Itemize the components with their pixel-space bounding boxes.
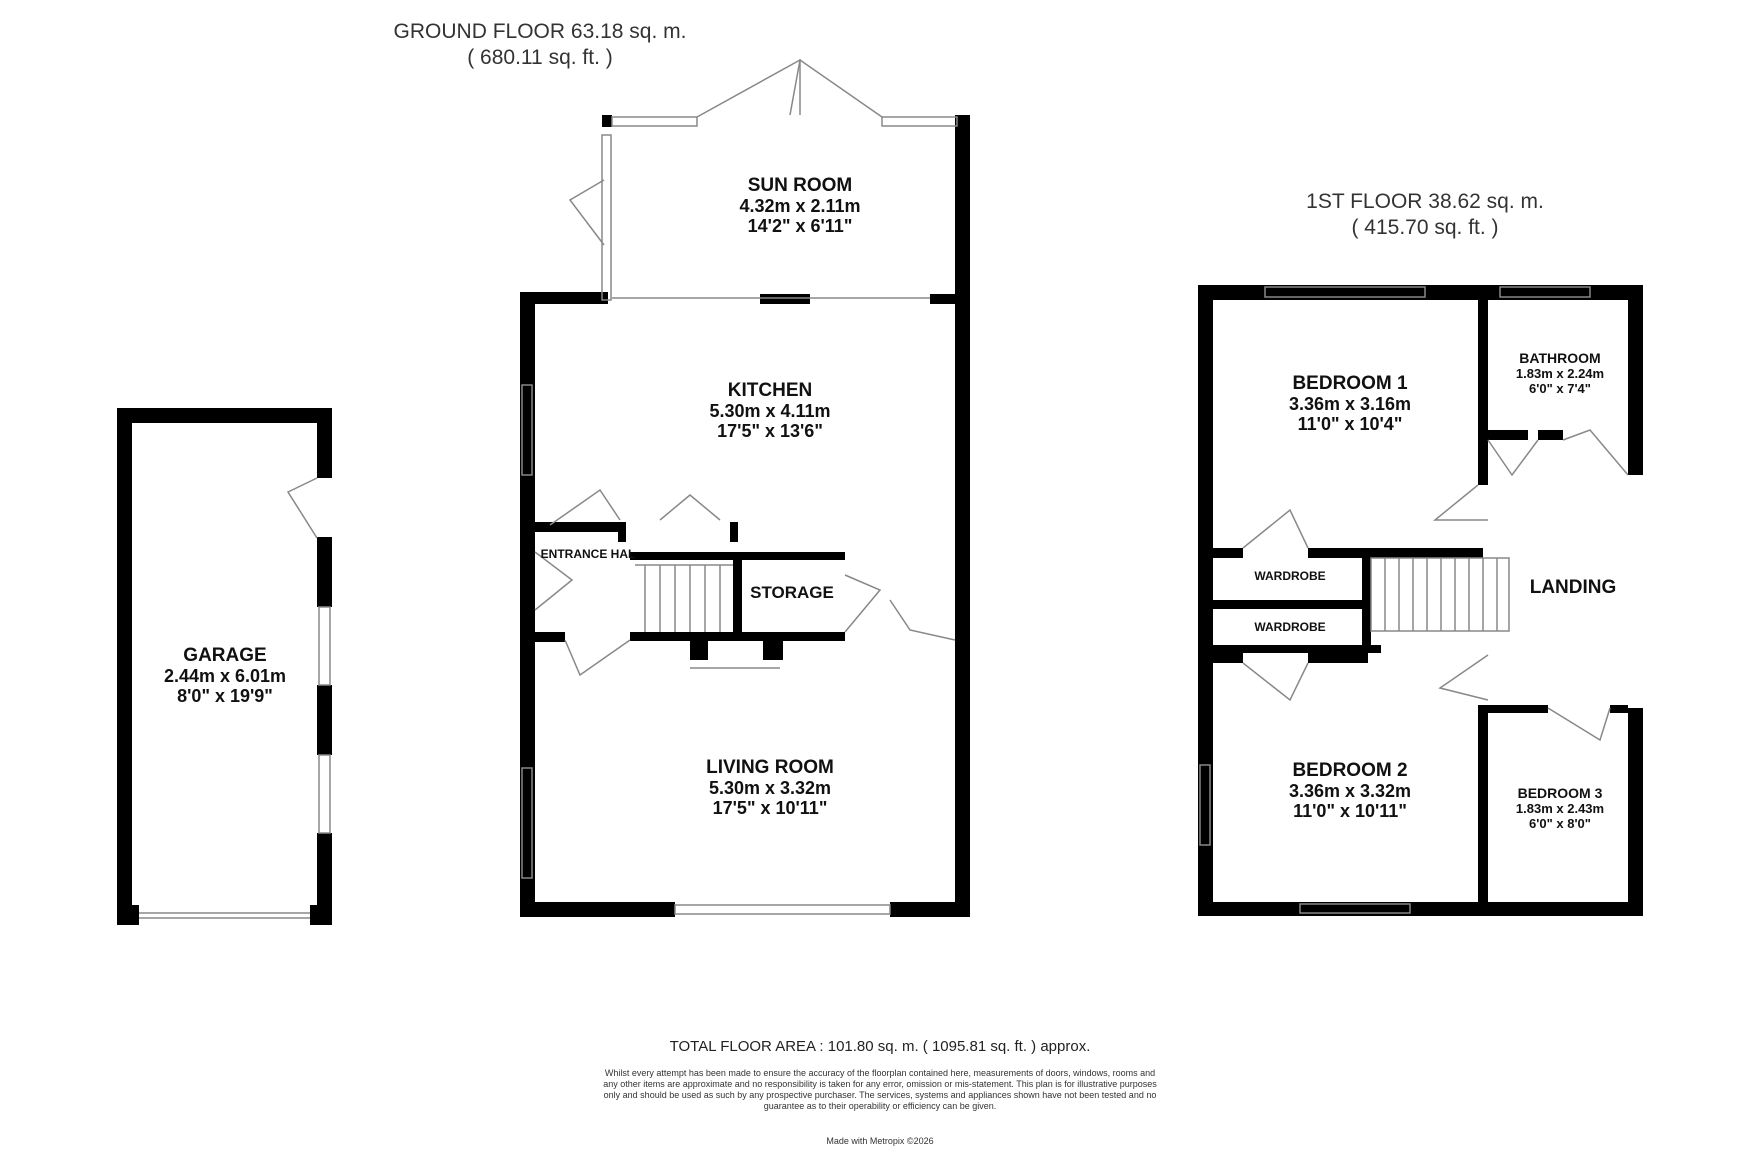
total-floor-area: TOTAL FLOOR AREA : 101.80 sq. m. ( 1095.81 sq. ft. ) approx.: [669, 1038, 1091, 1055]
room-bedroom-3: [1490, 785, 1630, 831]
room-name: LIVING ROOM: [706, 757, 834, 778]
room-dimensions-imperial: 17'5" x 10'11": [712, 798, 828, 818]
metropix-credit: Made with Metropix ©2026: [826, 1136, 934, 1146]
room-living-room: [640, 757, 900, 818]
room-name: SUN ROOM: [747, 175, 853, 196]
ground-floor-title: GROUND FLOOR 63.18 sq. m.: [393, 20, 687, 43]
ground-staircase: [635, 565, 733, 632]
room-dimensions-metric: 5.30m x 4.11m: [709, 401, 831, 421]
room-bedroom-1: [1230, 373, 1470, 434]
room-dimensions-metric: 1.83m x 2.24m: [1515, 366, 1605, 381]
room-entrance-hall: ENTRANCE HAL: [540, 547, 636, 561]
room-name: BATHROOM: [1519, 350, 1601, 366]
room-name: BEDROOM 1: [1292, 373, 1408, 394]
room-dimensions-imperial: 11'0" x 10'11": [1293, 801, 1407, 821]
room-dimensions-metric: 5.30m x 3.32m: [708, 778, 832, 798]
room-landing: LANDING: [1529, 577, 1617, 598]
room-dimensions-imperial: 6'0" x 7'4": [1529, 381, 1591, 396]
room-dimensions-imperial: 8'0" x 19'9": [177, 686, 273, 706]
room-dimensions-metric: 3.36m x 3.32m: [1288, 781, 1412, 801]
room-dimensions-metric: 2.44m x 6.01m: [163, 666, 287, 686]
room-garage: [130, 645, 320, 706]
room-name: GARAGE: [183, 645, 267, 666]
room-sun-room: [680, 175, 920, 236]
room-name: KITCHEN: [727, 380, 813, 401]
room-name: BEDROOM 3: [1517, 785, 1603, 801]
room-dimensions-imperial: 17'5" x 13'6": [717, 421, 823, 441]
first-floor-title: 1ST FLOOR 38.62 sq. m.: [1306, 190, 1544, 213]
ground-floor-subtitle: ( 680.11 sq. ft. ): [467, 46, 613, 69]
room-name: BEDROOM 2: [1292, 760, 1408, 781]
room-dimensions-imperial: 14'2" x 6'11": [747, 216, 853, 236]
room-dimensions-metric: 4.32m x 2.11m: [739, 196, 861, 216]
room-wardrobe-upper: WARDROBE: [1254, 569, 1326, 583]
room-dimensions-metric: 1.83m x 2.43m: [1515, 801, 1605, 816]
first-floor-subtitle: ( 415.70 sq. ft. ): [1351, 216, 1499, 239]
room-bedroom-2: [1230, 760, 1470, 821]
room-dimensions-imperial: 11'0" x 10'4": [1297, 414, 1403, 434]
disclaimer-text: Whilst every attempt has been made to ensure the accuracy of the floorplan contained here, measurements of doors, windows, rooms and any other items are approximate and no responsibility is taken for any error, omission or mis-statement. This plan is for illustrative purposes only and should be used as such by any prospective purchaser. The services, systems and appliances shown have not been tested and no guarantee as to their operability or efficiency can be given.: [603, 1068, 1157, 1111]
room-bathroom: [1490, 350, 1630, 396]
first-floor-staircase: [1371, 558, 1509, 631]
room-dimensions-metric: 3.36m x 3.16m: [1288, 394, 1412, 414]
room-kitchen: [640, 380, 900, 441]
room-wardrobe-lower: WARDROBE: [1254, 620, 1326, 634]
room-dimensions-imperial: 6'0" x 8'0": [1529, 816, 1591, 831]
room-storage: STORAGE: [750, 583, 834, 602]
